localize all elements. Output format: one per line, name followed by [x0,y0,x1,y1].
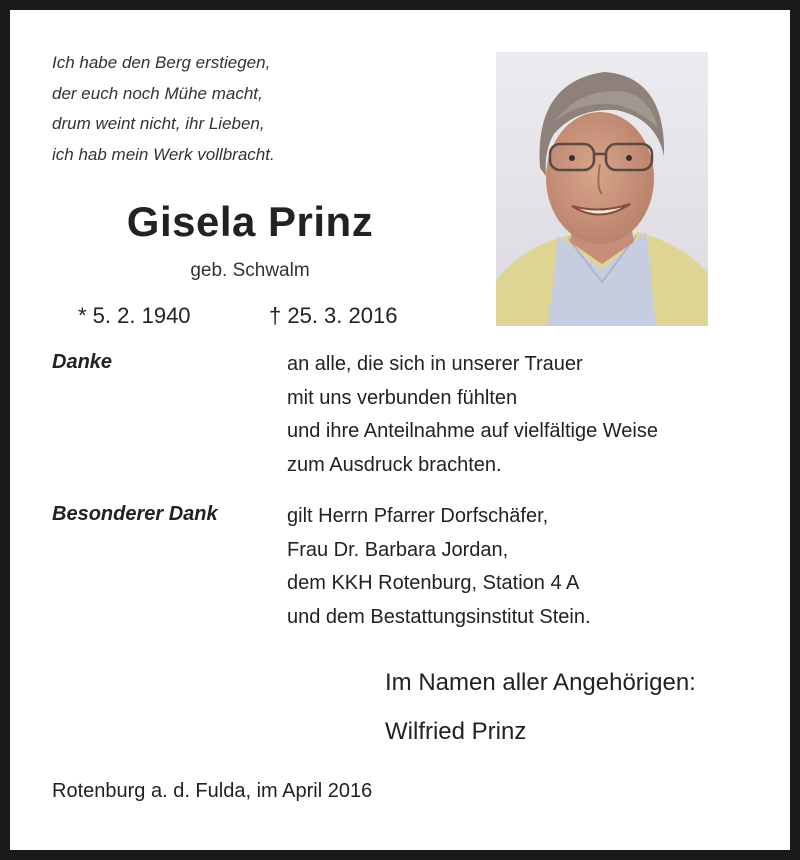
poem-line: ich hab mein Werk vollbracht. [52,144,275,164]
portrait-photo [496,52,708,326]
special-thanks-line: und dem Bestattungsinstitut Stein. [287,605,591,628]
poem-line: der euch noch Mühe macht, [52,83,263,103]
special-thanks-label: Besonderer Dank [52,503,218,525]
special-thanks-line: dem KKH Rotenburg, Station 4 A [287,572,580,594]
poem-line: drum weint nicht, ihr Lieben, [52,114,265,133]
thanks-line: an alle, die sich in unserer Trauer [287,353,583,375]
thanks-line: mit uns verbunden fühlten [287,386,518,409]
maiden-name: geb. Schwalm [190,260,310,281]
death-date: † 25. 3. 2016 [269,303,398,328]
thanks-line: zum Ausdruck brachten. [287,453,502,476]
place-date: Rotenburg a. d. Fulda, im April 2016 [52,780,373,802]
thanks-label: Danke [52,351,113,373]
obituary-card [10,10,790,850]
deceased-name: Gisela Prinz [126,198,374,245]
signer-name: Wilfried Prinz [385,718,527,745]
poem [52,48,275,170]
on-behalf-text: Im Namen aller Angehörigen: [385,669,696,696]
special-thanks-line: Frau Dr. Barbara Jordan, [287,538,509,561]
birth-date: * 5. 2. 1940 [78,303,191,328]
poem-line: Ich habe den Berg erstiegen, [52,53,271,72]
special-thanks-text [287,500,591,634]
special-thanks-line: gilt Herrn Pfarrer Dorfschäfer, [287,505,549,527]
thanks-text [287,348,658,482]
thanks-line: und ihre Anteilnahme auf vielfältige Weise [287,420,658,442]
